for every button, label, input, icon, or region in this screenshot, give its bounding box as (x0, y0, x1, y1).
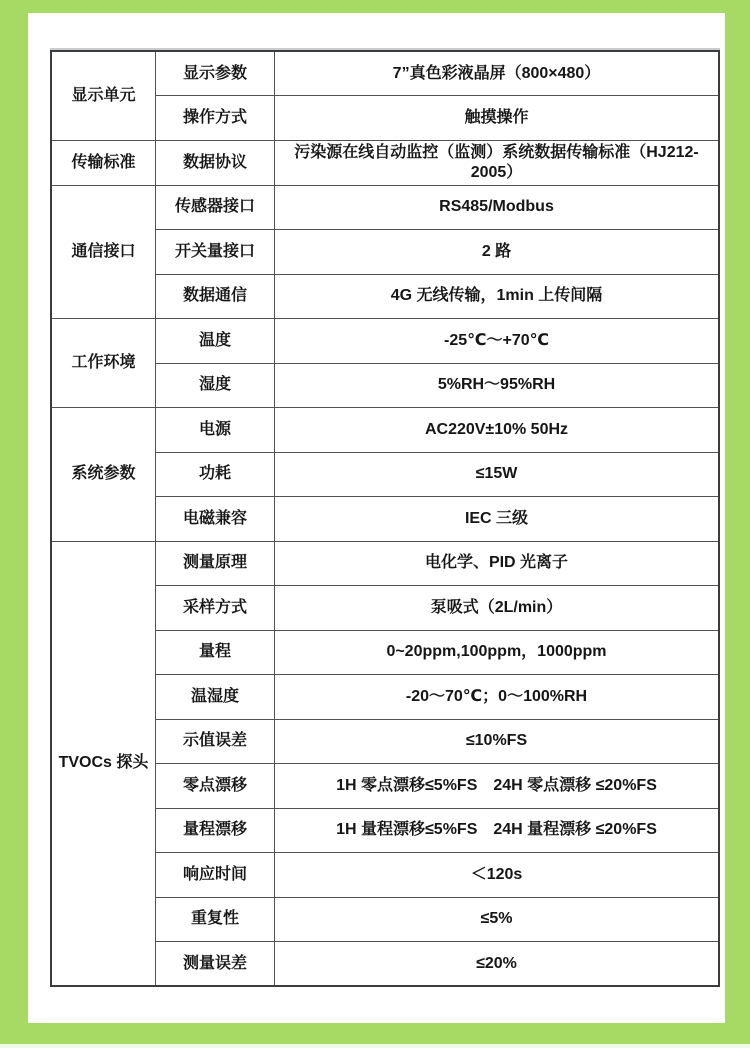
param-cell: 操作方式 (156, 96, 275, 141)
param-cell: 测量原理 (156, 541, 275, 586)
value-cell: 4G 无线传输，1min 上传间隔 (275, 274, 720, 319)
param-cell: 量程 (156, 630, 275, 675)
page-bottom-strip (0, 1044, 750, 1048)
value-cell: ≤10%FS (275, 719, 720, 764)
param-cell: 数据通信 (156, 274, 275, 319)
value-cell: 1H 零点漂移≤5%FS 24H 零点漂移 ≤20%FS (275, 764, 720, 809)
param-cell: 测量误差 (156, 942, 275, 987)
value-cell: 污染源在线自动监控（监测）系统数据传输标准（HJ212-2005） (275, 140, 720, 185)
category-cell: 传输标准 (51, 140, 156, 185)
category-cell: 系统参数 (51, 408, 156, 542)
spec-table (50, 50, 720, 987)
param-cell: 开关量接口 (156, 230, 275, 275)
value-cell: 泵吸式（2L/min） (275, 586, 720, 631)
value-cell: AC220V±10% 50Hz (275, 408, 720, 453)
value-cell: ≤15W (275, 452, 720, 497)
param-cell: 响应时间 (156, 853, 275, 898)
param-cell: 电源 (156, 408, 275, 453)
value-cell: 7”真色彩液晶屏（800×480） (275, 51, 720, 96)
param-cell: 湿度 (156, 363, 275, 408)
value-cell: ＜120s (275, 853, 720, 898)
category-cell: 显示单元 (51, 51, 156, 140)
value-cell: 触摸操作 (275, 96, 720, 141)
value-cell: 1H 量程漂移≤5%FS 24H 量程漂移 ≤20%FS (275, 808, 720, 853)
category-cell: 工作环境 (51, 319, 156, 408)
value-cell: 2 路 (275, 230, 720, 275)
param-cell: 示值误差 (156, 719, 275, 764)
spec-sheet-page (28, 13, 725, 1023)
value-cell: ≤20% (275, 942, 720, 987)
param-cell: 显示参数 (156, 51, 275, 96)
value-cell: -20～70℃；0～100%RH (275, 675, 720, 720)
value-cell: 电化学、PID 光离子 (275, 541, 720, 586)
param-cell: 温度 (156, 319, 275, 364)
param-cell: 采样方式 (156, 586, 275, 631)
table-row (51, 185, 719, 230)
value-cell: 5%RH～95%RH (275, 363, 720, 408)
value-cell: -25℃～+70℃ (275, 319, 720, 364)
param-cell: 电磁兼容 (156, 497, 275, 542)
table-row (51, 408, 719, 453)
param-cell: 量程漂移 (156, 808, 275, 853)
table-row (51, 319, 719, 364)
category-cell: 通信接口 (51, 185, 156, 319)
value-cell: 0~20ppm,100ppm，1000ppm (275, 630, 720, 675)
value-cell: RS485/Modbus (275, 185, 720, 230)
param-cell: 零点漂移 (156, 764, 275, 809)
value-cell: IEC 三级 (275, 497, 720, 542)
param-cell: 温湿度 (156, 675, 275, 720)
param-cell: 重复性 (156, 897, 275, 942)
param-cell: 数据协议 (156, 140, 275, 185)
param-cell: 传感器接口 (156, 185, 275, 230)
table-row (51, 51, 719, 96)
category-cell: TVOCs 探头 (51, 541, 156, 986)
table-row (51, 541, 719, 586)
value-cell: ≤5% (275, 897, 720, 942)
table-row (51, 140, 719, 185)
param-cell: 功耗 (156, 452, 275, 497)
